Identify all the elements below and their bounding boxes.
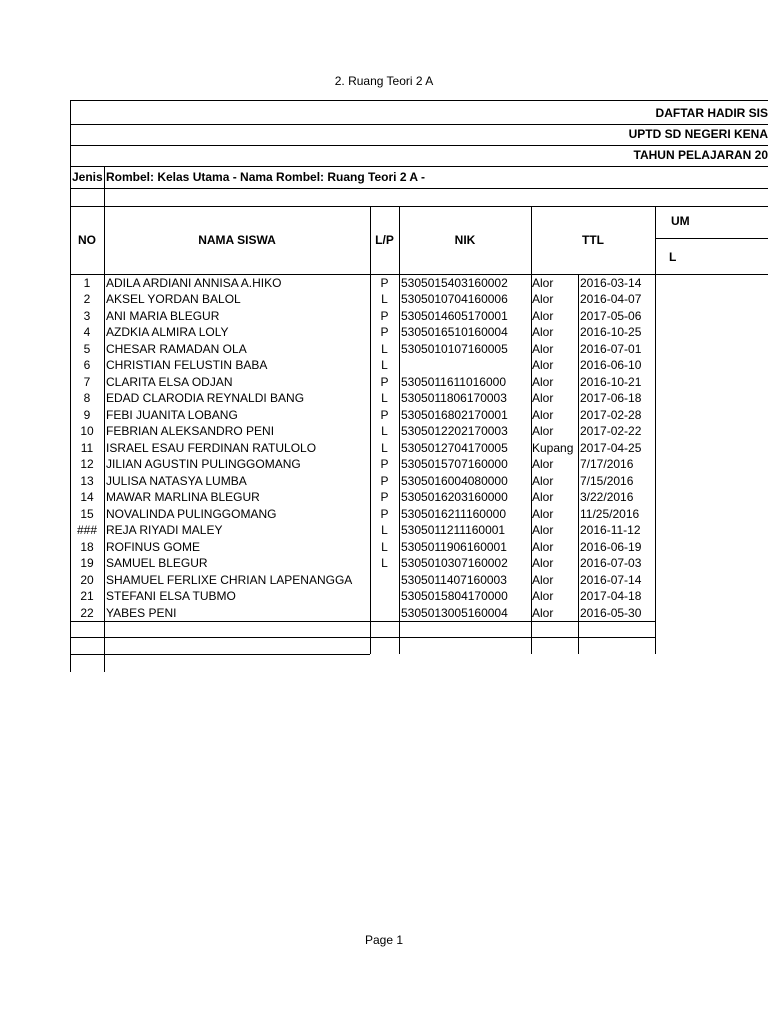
cell-tanggal: 2016-04-07 [580,292,642,306]
col-header-ttl: TTL [582,233,604,247]
cell-tempat: Alor [532,556,554,570]
cell-tanggal: 2016-10-21 [580,374,642,389]
cell-lp: L [381,358,388,372]
cell-no: 21 [80,589,94,603]
cell-tanggal: 2016-06-19 [580,539,642,554]
cell-nik: 5305013005160004 [401,605,508,620]
cell-lp: L [381,523,388,537]
cell-tanggal: 11/25/2016 [580,506,640,521]
cell-tempat: Alor [532,292,554,306]
rombel-jenis-label: Jenis [72,170,103,184]
cell-nik: 5305015707160000 [401,457,508,471]
cell-no: 13 [80,473,94,488]
cell-no: 10 [80,424,94,438]
cell-tanggal: 2016-07-14 [580,572,642,587]
cell-nama: ANI MARIA BLEGUR [106,308,220,323]
cell-nama: SAMUEL BLEGUR [106,556,208,570]
cell-nama: REJA RIYADI MALEY [106,523,223,537]
table-divider [70,188,768,189]
cell-no: 22 [80,605,94,620]
cell-nama: JULISA NATASYA LUMBA [106,473,247,488]
cell-tempat: Alor [532,374,554,389]
cell-tanggal: 7/17/2016 [580,457,634,471]
cell-nama: NOVALINDA PULINGGOMANG [106,506,277,521]
cell-nama: FEBRIAN ALEKSANDRO PENI [106,424,275,438]
table-divider [70,124,768,125]
cell-tempat: Alor [532,457,554,471]
cell-lp: P [380,325,389,339]
cell-nik: 5305011906160001 [401,539,507,554]
cell-lp: P [380,473,389,488]
cell-tanggal: 2016-11-12 [580,523,641,537]
cell-no: 19 [80,556,94,570]
cell-tempat: Alor [532,605,554,620]
sheet-title: 2. Ruang Teori 2 A [334,74,434,88]
cell-lp: L [381,556,388,570]
cell-tempat: Alor [532,589,554,603]
cell-nama: CLARITA ELSA ODJAN [106,374,233,389]
cell-nama: CHRISTIAN FELUSTIN BABA [106,358,268,372]
cell-tempat: Alor [532,341,554,356]
cell-nama: ISRAEL ESAU FERDINAN RATULOLO [106,440,317,455]
cell-tempat: Alor [532,424,554,438]
cell-tempat: Alor [532,572,554,587]
cell-no: 20 [80,572,94,587]
cell-nik: 5305011407160003 [401,572,507,587]
cell-nik: 5305016510160004 [401,325,508,339]
cell-lp: L [381,391,388,405]
col-divider [399,206,400,654]
cell-nik: 5305016004080000 [401,473,508,488]
cell-tanggal: 2017-05-06 [580,308,642,323]
cell-no: 11 [80,440,94,455]
cell-no: 7 [83,374,91,389]
cell-nik: 5305016802170001 [401,407,508,422]
cell-nama: FEBI JUANITA LOBANG [106,407,238,422]
cell-tempat: Alor [532,539,554,554]
table-divider [70,166,768,167]
cell-nik: 5305012202170003 [401,424,508,438]
cell-nik: 5305011806170003 [401,391,507,405]
rombel-info: Rombel: Kelas Utama - Nama Rombel: Ruang Teori 2 A - [106,170,425,184]
cell-nama: CHESAR RAMADAN OLA [106,341,247,356]
cell-nik: 5305014605170001 [401,308,508,323]
cell-lp: P [380,407,389,422]
cell-tanggal: 2016-06-10 [580,358,642,372]
cell-lp: P [380,506,389,521]
cell-no: ### [76,523,98,537]
col-header-no: NO [78,233,96,247]
cell-tempat: Alor [532,407,554,422]
cell-nama: AKSEL YORDAN BALOL [106,292,241,306]
cell-nama: ROFINUS GOME [106,539,201,554]
cell-nik: 5305011611016000 [401,374,506,389]
cell-nik: 5305011211160001 [401,523,506,537]
cell-tempat: Alor [532,391,554,405]
cell-tanggal: 2016-07-03 [580,556,642,570]
cell-nama: STEFANI ELSA TUBMO [106,589,236,603]
cell-nik: 5305010704160006 [401,292,508,306]
table-divider [70,206,768,207]
col-header-l: L [669,250,677,264]
cell-lp: L [381,292,388,306]
cell-tempat: Alor [532,523,554,537]
col-divider [578,274,579,654]
cell-lp: L [381,539,388,554]
cell-lp: P [380,275,389,290]
cell-nama: MAWAR MARLINA BLEGUR [106,490,260,504]
cell-no: 18 [80,539,94,554]
cell-tanggal: 2016-05-30 [580,605,642,620]
cell-no: 8 [83,391,91,405]
header-title: DAFTAR HADIR SIS [655,106,768,120]
cell-nama: SHAMUEL FERLIXE CHRIAN LAPENANGGA [106,572,353,587]
cell-lp: P [380,374,389,389]
cell-nik: 5305010107160005 [401,341,508,356]
cell-lp: P [380,308,389,323]
cell-no: 5 [83,341,91,356]
cell-tempat: Alor [532,325,554,339]
cell-nama: YABES PENI [106,605,177,620]
table-border-top [70,100,768,101]
cell-tanggal: 2016-10-25 [580,325,642,339]
cell-no: 15 [80,506,94,521]
cell-no: 9 [83,407,91,422]
page-footer: Page 1 [364,933,404,947]
cell-tanggal: 2016-03-14 [580,275,642,290]
cell-tempat: Alor [532,308,554,323]
cell-no: 4 [83,325,91,339]
table-divider [70,621,655,622]
cell-no: 3 [83,308,91,323]
col-header-um: UM [671,214,690,228]
col-divider [655,206,656,654]
cell-tanggal: 2017-04-18 [580,589,642,603]
cell-lp: P [380,457,389,471]
cell-tanggal: 2017-02-28 [580,407,642,422]
cell-no: 6 [83,358,91,372]
cell-lp: L [381,341,388,356]
cell-nama: ADILA ARDIANI ANNISA A.HIKO [106,275,282,290]
cell-nik: 5305015403160002 [401,275,508,290]
cell-nik: 5305015804170000 [401,589,508,603]
cell-no: 2 [83,292,91,306]
cell-tanggal: 7/15/2016 [580,473,634,488]
cell-tempat: Kupang [532,440,574,455]
cell-tanggal: 2016-07-01 [580,341,642,356]
cell-tempat: Alor [532,358,554,372]
cell-tempat: Alor [532,506,554,521]
cell-nik: 5305016203160000 [401,490,508,504]
cell-nama: AZDKIA ALMIRA LOLY [106,325,229,339]
cell-tempat: Alor [532,490,554,504]
cell-tanggal: 3/22/2016 [580,490,634,504]
col-header-nik: NIK [454,233,476,247]
cell-lp: L [381,424,388,438]
cell-nik: 5305012704170005 [401,440,508,455]
col-header-lp: L/P [375,233,394,247]
cell-tanggal: 2017-04-25 [580,440,642,455]
cell-tanggal: 2017-02-22 [580,424,642,438]
header-year: TAHUN PELAJARAN 20 [633,148,768,162]
cell-nama: JILIAN AGUSTIN PULINGGOMANG [106,457,301,471]
cell-nik: 5305010307160002 [401,556,508,570]
cell-no: 14 [80,490,94,504]
table-divider [655,238,768,239]
table-divider [70,654,370,655]
cell-no: 1 [83,275,91,290]
cell-tempat: Alor [532,275,554,290]
cell-tempat: Alor [532,473,554,488]
cell-no: 12 [80,457,94,471]
table-divider [70,637,655,638]
cell-lp: P [380,490,389,504]
cell-nik: 5305016211160000 [401,506,506,521]
cell-tanggal: 2017-06-18 [580,391,642,405]
col-header-nama: NAMA SISWA [198,233,276,247]
table-divider [70,145,768,146]
cell-nama: EDAD CLARODIA REYNALDI BANG [106,391,305,405]
cell-lp: L [381,440,388,455]
header-school: UPTD SD NEGERI KENA [628,127,768,141]
